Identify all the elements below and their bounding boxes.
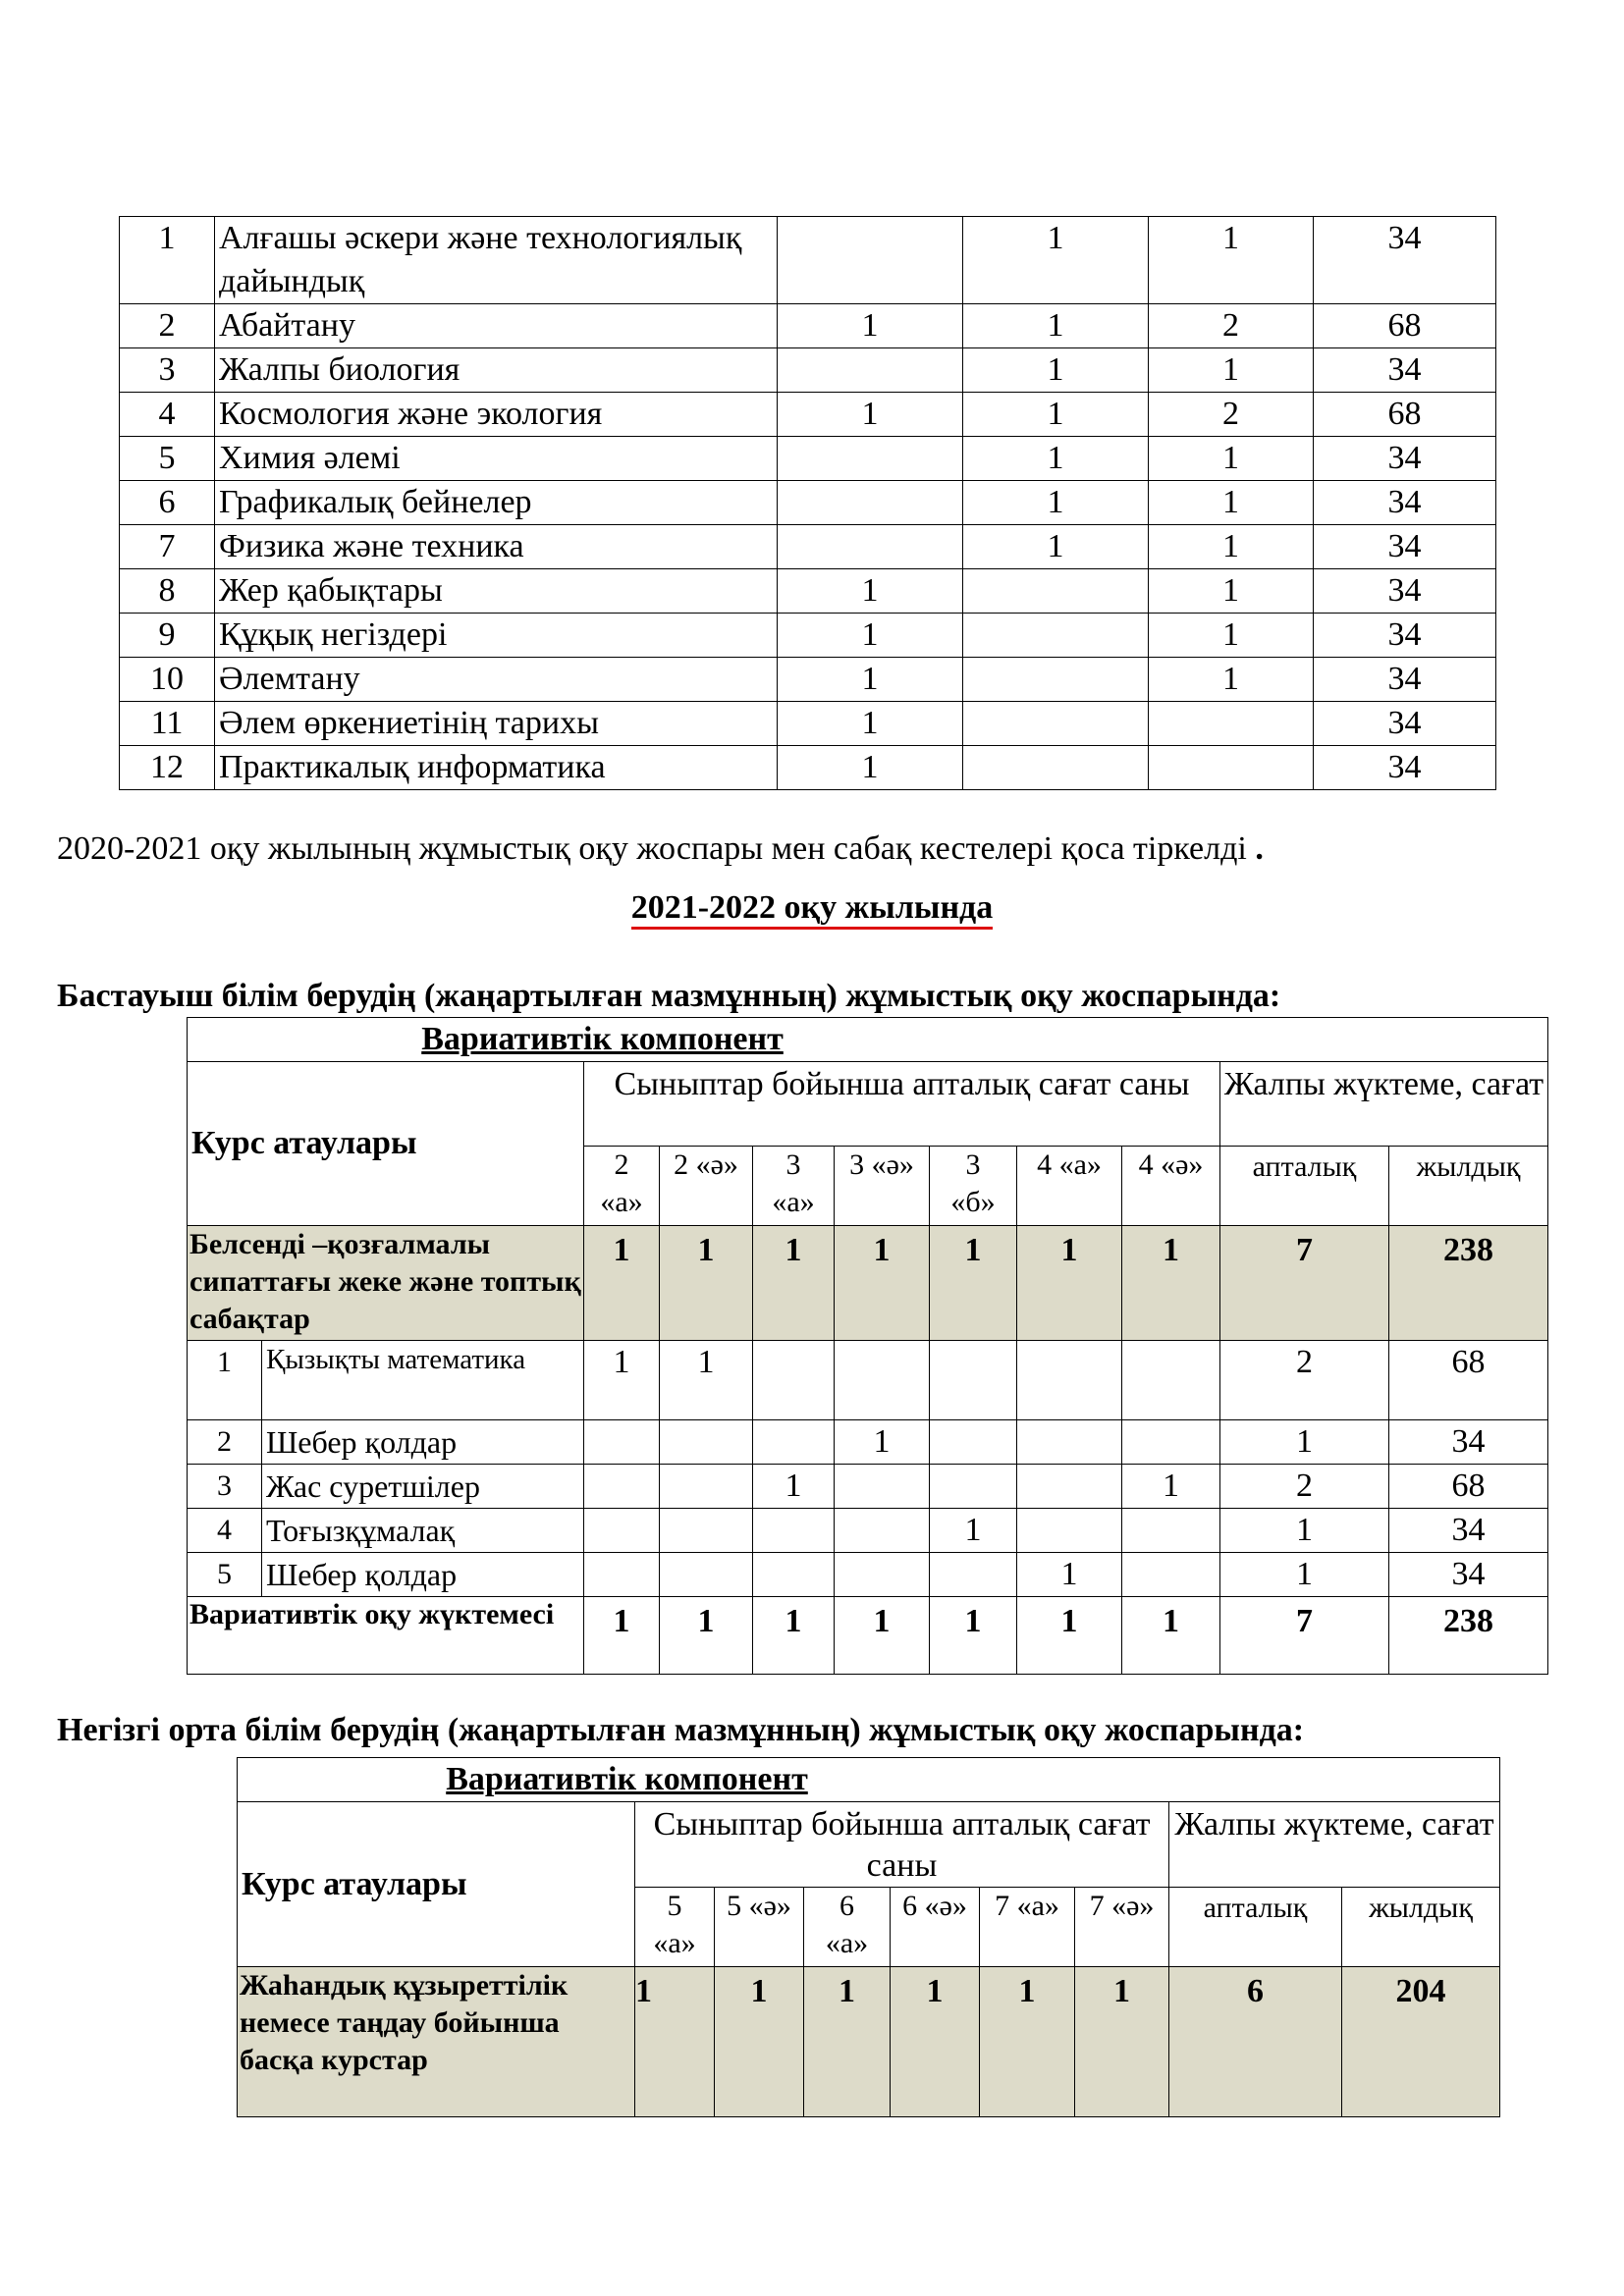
hours-cell: 1 xyxy=(584,1597,660,1675)
class-header: 3 «ә» xyxy=(835,1147,930,1226)
total-load-header: Жалпы жүктеме, сағат xyxy=(1169,1802,1500,1888)
table-row xyxy=(188,1341,1548,1420)
row-number: 8 xyxy=(120,569,215,614)
table-row xyxy=(120,658,1496,702)
weekly-total: 1 xyxy=(1220,1420,1389,1465)
hours-cell: 1 xyxy=(963,348,1149,393)
hours-cell xyxy=(753,1420,835,1465)
hours-cell: 1 xyxy=(1149,348,1314,393)
hours-cell xyxy=(930,1553,1017,1597)
course-name: Шебер қолдар xyxy=(262,1553,584,1597)
yearly-total: 34 xyxy=(1389,1509,1548,1553)
hours-cell xyxy=(778,217,963,304)
weekly-total: 7 xyxy=(1220,1597,1389,1675)
hours-cell xyxy=(930,1341,1017,1420)
yearly-total: 34 xyxy=(1389,1553,1548,1597)
hours-cell: 1 xyxy=(635,1967,715,2117)
hours-cell xyxy=(660,1465,753,1509)
annual-hours-cell: 34 xyxy=(1314,481,1496,525)
hours-cell: 1 xyxy=(1122,1465,1220,1509)
hours-cell xyxy=(835,1553,930,1597)
course-name: Құқық негіздері xyxy=(215,614,778,658)
yearly-total: 204 xyxy=(1342,1967,1500,2117)
row-number: 10 xyxy=(120,658,215,702)
annual-hours-cell: 34 xyxy=(1314,746,1496,790)
row-number: 7 xyxy=(120,525,215,569)
table-title: Вариативтік компонент xyxy=(421,1021,784,1057)
hours-cell xyxy=(1122,1420,1220,1465)
hours-cell: 1 xyxy=(753,1226,835,1341)
annual-hours-cell: 68 xyxy=(1314,304,1496,348)
hours-cell xyxy=(660,1420,753,1465)
hours-cell xyxy=(778,525,963,569)
hours-cell xyxy=(584,1553,660,1597)
class-header: 4 «а» xyxy=(1017,1147,1122,1226)
hours-cell: 1 xyxy=(963,525,1149,569)
group-name: Жаһандық құзыреттілік немесе таңдау бойынша басқа курстар xyxy=(238,1967,635,2117)
hours-cell: 1 xyxy=(660,1341,753,1420)
table-title-row xyxy=(238,1758,1500,1802)
hours-cell: 1 xyxy=(753,1465,835,1509)
hours-cell xyxy=(1017,1420,1122,1465)
hours-cell: 1 xyxy=(963,304,1149,348)
hours-cell: 1 xyxy=(1122,1597,1220,1675)
table-header-row xyxy=(238,1802,1500,1888)
yearly-total: 68 xyxy=(1389,1341,1548,1420)
yearly-header: жылдық xyxy=(1342,1888,1500,1967)
hours-cell xyxy=(660,1509,753,1553)
course-name: Әлем өркениетінің тарихы xyxy=(215,702,778,746)
weekly-total: 2 xyxy=(1220,1341,1389,1420)
hours-cell xyxy=(584,1465,660,1509)
hours-cell: 1 xyxy=(778,614,963,658)
course-names-header: Курс атаулары xyxy=(238,1802,635,1967)
course-name: Алғашы әскери және технологиялық дайындық xyxy=(215,217,778,304)
hours-cell: 1 xyxy=(930,1509,1017,1553)
hours-cell xyxy=(753,1553,835,1597)
hours-cell: 1 xyxy=(584,1226,660,1341)
hours-cell xyxy=(963,658,1149,702)
weekly-total: 2 xyxy=(1220,1465,1389,1509)
hours-cell xyxy=(1122,1341,1220,1420)
hours-cell xyxy=(835,1465,930,1509)
table-row xyxy=(120,746,1496,790)
hours-cell: 1 xyxy=(1149,525,1314,569)
course-name: Космология және экология xyxy=(215,393,778,437)
hours-cell xyxy=(1149,746,1314,790)
table-row xyxy=(188,1465,1548,1509)
table-title: Вариативтік компонент xyxy=(446,1761,808,1797)
hours-cell: 1 xyxy=(1149,614,1314,658)
row-number: 3 xyxy=(120,348,215,393)
weekly-header: апталық xyxy=(1220,1147,1389,1226)
class-header: 5 «ә» xyxy=(715,1888,804,1967)
hours-cell: 1 xyxy=(715,1967,804,2117)
hours-cell: 1 xyxy=(835,1420,930,1465)
weekly-hours-header: Сыныптар бойынша апталық сағат саны xyxy=(635,1802,1169,1888)
course-name: Физика және техника xyxy=(215,525,778,569)
table-row xyxy=(120,525,1496,569)
course-name: Абайтану xyxy=(215,304,778,348)
row-number: 5 xyxy=(188,1553,262,1597)
hours-cell xyxy=(753,1341,835,1420)
table-row xyxy=(120,614,1496,658)
hours-cell: 1 xyxy=(891,1967,980,2117)
row-number: 11 xyxy=(120,702,215,746)
academic-year-heading: 2021-2022 оқу жылында xyxy=(0,889,1624,927)
hours-cell xyxy=(835,1509,930,1553)
course-name: Химия әлемі xyxy=(215,437,778,481)
hours-cell xyxy=(1017,1465,1122,1509)
hours-cell xyxy=(1122,1553,1220,1597)
hours-cell xyxy=(778,437,963,481)
group-row xyxy=(188,1226,1548,1341)
annual-hours-cell: 34 xyxy=(1314,348,1496,393)
hours-cell: 1 xyxy=(835,1226,930,1341)
table-title-row xyxy=(188,1018,1548,1062)
weekly-total: 7 xyxy=(1220,1226,1389,1341)
group-row xyxy=(238,1967,1500,2117)
class-header: 5 «а» xyxy=(635,1888,715,1967)
elective-courses-table-body xyxy=(120,217,1496,790)
hours-cell: 1 xyxy=(753,1597,835,1675)
course-names-header: Курс атаулары xyxy=(188,1062,584,1226)
hours-cell xyxy=(753,1509,835,1553)
weekly-total: 1 xyxy=(1220,1509,1389,1553)
class-header: 6 «а» xyxy=(804,1888,891,1967)
hours-cell: 1 xyxy=(660,1226,753,1341)
hours-cell: 1 xyxy=(778,746,963,790)
row-number: 1 xyxy=(120,217,215,304)
hours-cell: 1 xyxy=(980,1967,1075,2117)
hours-cell: 1 xyxy=(1149,437,1314,481)
table-row xyxy=(120,437,1496,481)
annual-hours-cell: 34 xyxy=(1314,525,1496,569)
hours-cell: 1 xyxy=(1017,1226,1122,1341)
row-number: 12 xyxy=(120,746,215,790)
hours-cell: 1 xyxy=(930,1226,1017,1341)
course-name: Қызықты математика xyxy=(262,1341,584,1420)
hours-cell xyxy=(778,481,963,525)
hours-cell: 1 xyxy=(963,393,1149,437)
table-row xyxy=(188,1420,1548,1465)
hours-cell: 1 xyxy=(1075,1967,1169,2117)
yearly-total: 238 xyxy=(1389,1226,1548,1341)
total-row xyxy=(188,1597,1548,1675)
hours-cell: 1 xyxy=(1149,658,1314,702)
annual-hours-cell: 34 xyxy=(1314,658,1496,702)
table-row xyxy=(120,393,1496,437)
hours-cell xyxy=(835,1341,930,1420)
hours-cell xyxy=(584,1509,660,1553)
primary-variative-table-body xyxy=(188,1018,1548,1675)
hours-cell: 1 xyxy=(963,481,1149,525)
course-name: Тоғызқұмалақ xyxy=(262,1509,584,1553)
hours-cell xyxy=(778,348,963,393)
class-header: 6 «ә» xyxy=(891,1888,980,1967)
hours-cell: 1 xyxy=(584,1341,660,1420)
course-name: Әлемтану xyxy=(215,658,778,702)
total-name: Вариативтік оқу жүктемесі xyxy=(188,1597,584,1675)
table-row xyxy=(120,481,1496,525)
weekly-hours-header: Сыныптар бойынша апталық сағат саны xyxy=(584,1062,1220,1147)
course-name: Жер қабықтары xyxy=(215,569,778,614)
secondary-plan-heading: Негізгі орта білім берудің (жаңартылған мазмұнның) жұмыстық оқу жоспарында: xyxy=(57,1712,1305,1748)
hours-cell: 1 xyxy=(778,569,963,614)
hours-cell: 1 xyxy=(1017,1553,1122,1597)
table-row xyxy=(188,1553,1548,1597)
yearly-total: 68 xyxy=(1389,1465,1548,1509)
elective-courses-table xyxy=(119,216,1496,790)
primary-plan-heading: Бастауыш білім берудің (жаңартылған мазмұнның) жұмыстық оқу жоспарында: xyxy=(57,978,1281,1014)
total-load-header: Жалпы жүктеме, сағат xyxy=(1220,1062,1548,1147)
weekly-header: апталық xyxy=(1169,1888,1342,1967)
row-number: 2 xyxy=(120,304,215,348)
hours-cell xyxy=(963,746,1149,790)
group-name: Белсенді –қозғалмалы сипаттағы жеке және топтық сабақтар xyxy=(188,1226,584,1341)
hours-cell xyxy=(930,1420,1017,1465)
secondary-variative-table-body xyxy=(238,1758,1500,2117)
course-name: Практикалық информатика xyxy=(215,746,778,790)
course-name: Жас суретшілер xyxy=(262,1465,584,1509)
table-row xyxy=(120,569,1496,614)
annual-hours-cell: 34 xyxy=(1314,569,1496,614)
class-header: 3 «а» xyxy=(753,1147,835,1226)
secondary-variative-table xyxy=(237,1757,1500,2117)
hours-cell xyxy=(1017,1509,1122,1553)
weekly-total: 1 xyxy=(1220,1553,1389,1597)
hours-cell: 1 xyxy=(963,437,1149,481)
table-row xyxy=(188,1509,1548,1553)
hours-cell: 1 xyxy=(1122,1226,1220,1341)
hours-cell: 1 xyxy=(1149,569,1314,614)
hours-cell: 1 xyxy=(778,393,963,437)
hours-cell xyxy=(963,569,1149,614)
hours-cell: 1 xyxy=(835,1597,930,1675)
table-row xyxy=(120,348,1496,393)
table-header-row xyxy=(188,1062,1548,1147)
weekly-total: 6 xyxy=(1169,1967,1342,2117)
table-row xyxy=(120,702,1496,746)
table-row xyxy=(120,217,1496,304)
hours-cell: 2 xyxy=(1149,393,1314,437)
hours-cell xyxy=(930,1465,1017,1509)
yearly-total: 34 xyxy=(1389,1420,1548,1465)
hours-cell xyxy=(1122,1509,1220,1553)
hours-cell xyxy=(963,614,1149,658)
hours-cell: 1 xyxy=(1149,217,1314,304)
course-name: Жалпы биология xyxy=(215,348,778,393)
hours-cell xyxy=(1017,1341,1122,1420)
class-header: 4 «ә» xyxy=(1122,1147,1220,1226)
row-number: 4 xyxy=(188,1509,262,1553)
hours-cell: 2 xyxy=(1149,304,1314,348)
hours-cell: 1 xyxy=(660,1597,753,1675)
annual-hours-cell: 34 xyxy=(1314,614,1496,658)
yearly-total: 238 xyxy=(1389,1597,1548,1675)
annual-hours-cell: 34 xyxy=(1314,217,1496,304)
hours-cell: 1 xyxy=(778,304,963,348)
row-number: 3 xyxy=(188,1465,262,1509)
hours-cell xyxy=(584,1420,660,1465)
annual-hours-cell: 68 xyxy=(1314,393,1496,437)
row-number: 5 xyxy=(120,437,215,481)
table-row xyxy=(120,304,1496,348)
hours-cell: 1 xyxy=(963,217,1149,304)
row-number: 9 xyxy=(120,614,215,658)
class-header: 2 «а» xyxy=(584,1147,660,1226)
class-header: 2 «ә» xyxy=(660,1147,753,1226)
class-header: 7 «а» xyxy=(980,1888,1075,1967)
class-header: 7 «ә» xyxy=(1075,1888,1169,1967)
course-name: Шебер қолдар xyxy=(262,1420,584,1465)
row-number: 1 xyxy=(188,1341,262,1420)
yearly-header: жылдық xyxy=(1389,1147,1548,1226)
class-header: 3 «б» xyxy=(930,1147,1017,1226)
annual-hours-cell: 34 xyxy=(1314,437,1496,481)
hours-cell: 1 xyxy=(1149,481,1314,525)
hours-cell: 1 xyxy=(778,702,963,746)
attachment-note: 2020-2021 оқу жылының жұмыстық оқу жоспары мен сабақ кестелері қоса тіркелді . xyxy=(57,830,1264,867)
hours-cell xyxy=(660,1553,753,1597)
primary-variative-table xyxy=(187,1017,1548,1675)
hours-cell xyxy=(963,702,1149,746)
hours-cell: 1 xyxy=(804,1967,891,2117)
hours-cell: 1 xyxy=(930,1597,1017,1675)
row-number: 4 xyxy=(120,393,215,437)
hours-cell xyxy=(1149,702,1314,746)
row-number: 6 xyxy=(120,481,215,525)
hours-cell: 1 xyxy=(1017,1597,1122,1675)
annual-hours-cell: 34 xyxy=(1314,702,1496,746)
course-name: Графикалық бейнелер xyxy=(215,481,778,525)
row-number: 2 xyxy=(188,1420,262,1465)
hours-cell: 1 xyxy=(778,658,963,702)
